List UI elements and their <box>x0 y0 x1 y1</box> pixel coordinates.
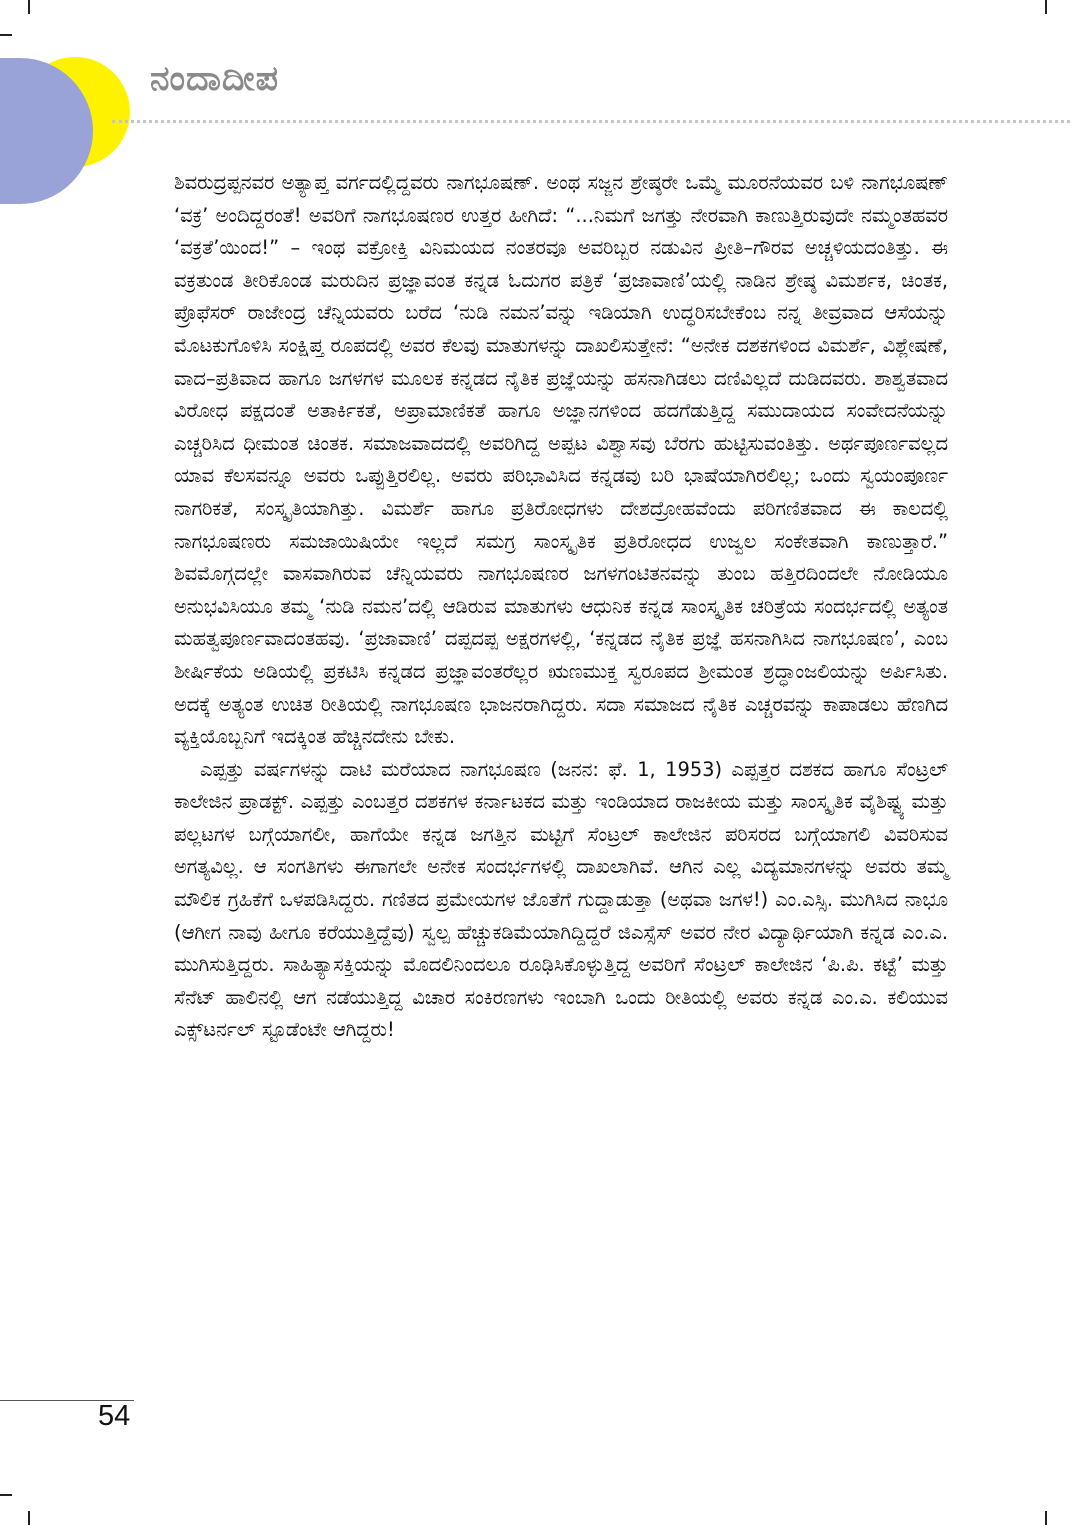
paragraph-1: ಶಿವರುದ್ರಪ್ಪನವರ ಅತ್ಯಾಪ್ತ ವರ್ಗದಲ್ಲಿದ್ದವರು ನಾಗಭೂಷಣ್. ಅಂಥ ಸಜ್ಜನ ಶ್ರೇಷ್ಠರೇ ಒಮ್ಮೆ ಮೂರನೆಯವರ ಬಳಿ ನಾಗಭೂಷಣ್ ‘ವಕ್ರ’ ಅಂದಿದ್ದರಂತೆ! ಅವರಿಗೆ ನಾಗಭೂಷಣರ ಉತ್ತರ ಹೀಗಿದೆ: “...ನಿಮಗೆ ಜಗತ್ತು ನೇರವಾಗಿ ಕಾಣುತ್ತಿರುವುದೇ ನಮ್ಮಂತಹವರ ‘ವಕ್ರತೆ’ಯಿಂದ!” – ಇಂಥ ವಕ್ರೋಕ್ತಿ ವಿನಿಮಯದ ನಂತರವೂ ಅವರಿಬ್ಬರ ನಡುವಿನ ಪ್ರೀತಿ–ಗೌರವ ಅಚ್ಚಳಿಯದಂತಿತ್ತು. ಈ ವಕ್ರತುಂಡ ತೀರಿಕೊಂಡ ಮರುದಿನ ಪ್ರಜ್ಞಾವಂತ ಕನ್ನಡ ಓದುಗರ ಪತ್ರಿಕೆ ‘ಪ್ರಜಾವಾಣಿ’ಯಲ್ಲಿ ನಾಡಿನ ಶ್ರೇಷ್ಠ ವಿಮರ್ಶಕ, ಚಿಂತಕ, ಪ್ರೊಫೆಸರ್ ರಾಜೇಂದ್ರ ಚೆನ್ನಿಯವರು ಬರೆದ ‘ನುಡಿ ನಮನ’ವನ್ನು ಇಡಿಯಾಗಿ ಉದ್ಧರಿಸಬೇಕೆಂಬ ನನ್ನ ತೀವ್ರವಾದ ಆಸೆಯನ್ನು ಮೊಟಕುಗೊಳಿಸಿ ಸಂಕ್ಷಿಪ್ತ ರೂಪದಲ್ಲಿ ಅವರ ಕೆಲವು ಮಾತುಗಳನ್ನು ದಾಖಲಿಸುತ್ತೇನೆ: “ಅನೇಕ ದಶಕಗಳಿಂದ ವಿಮರ್ಶೆ, ವಿಶ್ಲೇಷಣೆ, ವಾದ–ಪ್ರತಿವಾದ ಹಾಗೂ ಜಗಳಗಳ ಮೂಲಕ ಕನ್ನಡದ ನೈತಿಕ ಪ್ರಜ್ಞೆಯನ್ನು ಹಸನಾಗಿಡಲು ದಣಿವಿಲ್ಲದೆ ದುಡಿದವರು. ಶಾಶ್ವತವಾದ ವಿರೋಧ ಪಕ್ಷದಂತೆ ಅತಾರ್ಕಿಕತೆ, ಅಪ್ರಾಮಾಣಿಕತೆ ಹಾಗೂ ಅಜ್ಞಾನಗಳಿಂದ ಹದಗೆಡುತ್ತಿದ್ದ ಸಮುದಾಯದ ಸಂವೇದನೆಯನ್ನು ಎಚ್ಚರಿಸಿದ ಧೀಮಂತ ಚಿಂತಕ. ಸಮಾಜವಾದದಲ್ಲಿ ಅವರಿಗಿದ್ದ ಅಪ್ಪಟ ವಿಶ್ವಾಸವು ಬೆರಗು ಹುಟ್ಟಿಸುವಂತಿತ್ತು. ಅರ್ಥಪೂರ್ಣವಲ್ಲದ ಯಾವ ಕೆಲಸವನ್ನೂ ಅವರು ಒಪ್ಪುತ್ತಿರಲಿಲ್ಲ. ಅವರು ಪರಿಭಾವಿಸಿದ ಕನ್ನಡವು ಬರಿ ಭಾಷೆಯಾಗಿರಲಿಲ್ಲ; ಒಂದು ಸ್ವಯಂಪೂರ್ಣ ನಾಗರಿಕತೆ, ಸಂಸ್ಕೃತಿಯಾಗಿತ್ತು. ವಿಮರ್ಶೆ ಹಾಗೂ ಪ್ರತಿರೋಧಗಳು ದೇಶದ್ರೋಹವೆಂದು ಪರಿಗಣಿತವಾದ ಈ ಕಾಲದಲ್ಲಿ ನಾಗಭೂಷಣರು ಸಮಜಾಯಿಷಿಯೇ ಇಲ್ಲದೆ ಸಮಗ್ರ ಸಾಂಸ್ಕೃತಿಕ ಪ್ರತಿರೋಧದ ಉಜ್ವಲ ಸಂಕೇತವಾಗಿ ಕಾಣುತ್ತಾರೆ.” ಶಿವಮೊಗ್ಗದಲ್ಲೇ ವಾಸವಾಗಿರುವ ಚೆನ್ನಿಯವರು ನಾಗಭೂಷಣರ ಜಗಳಗಂಟಿತನವನ್ನು ತುಂಬ ಹತ್ತಿರದಿಂದಲೇ ನೋಡಿಯೂ ಅನುಭವಿಸಿಯೂ ತಮ್ಮ ‘ನುಡಿ ನಮನ’ದಲ್ಲಿ ಆಡಿರುವ ಮಾತುಗಳು ಆಧುನಿಕ ಕನ್ನಡ ಸಾಂಸ್ಕೃತಿಕ ಚರಿತ್ರೆಯ ಸಂದರ್ಭದಲ್ಲಿ ಅತ್ಯಂತ ಮಹತ್ವಪೂರ್ಣವಾದಂತಹವು. ‘ಪ್ರಜಾವಾಣಿ’ ದಪ್ಪದಪ್ಪ ಅಕ್ಷರಗಳಲ್ಲಿ, ‘ಕನ್ನಡದ ನೈತಿಕ ಪ್ರಜ್ಞೆ ಹಸನಾಗಿಸಿದ ನಾಗಭೂಷಣ’, ಎಂಬ ಶೀರ್ಷಿಕೆಯ ಅಡಿಯಲ್ಲಿ ಪ್ರಕಟಿಸಿ ಕನ್ನಡದ ಪ್ರಜ್ಞಾವಂತರೆಲ್ಲರ ಋಣಮುಕ್ತ ಸ್ವರೂಪದ ಶ್ರೀಮಂತ ಶ್ರದ್ಧಾಂಜಲಿಯನ್ನು ಅರ್ಪಿಸಿತು. ಅದಕ್ಕೆ ಅತ್ಯಂತ ಉಚಿತ ರೀತಿಯಲ್ಲಿ ನಾಗಭೂಷಣ ಭಾಜನರಾಗಿದ್ದರು. ಸದಾ ಸಮಾಜದ ನೈತಿಕ ಎಚ್ಚರವನ್ನು ಕಾಪಾಡಲು ಹೆಣಗಿದ ವ್ಯಕ್ತಿಯೊಬ್ಬನಿಗೆ ಇದಕ್ಕಿಂತ ಹೆಚ್ಚಿನದೇನು ಬೇಕು. <box>174 171 948 749</box>
crop-mark-bottom-left <box>28 1511 30 1525</box>
running-head: ನಂದಾದೀಪ <box>150 59 280 99</box>
crop-mark-top-right <box>1045 0 1047 14</box>
decorative-circles <box>0 0 140 220</box>
crop-mark-bottom-right <box>1045 1511 1047 1525</box>
page-number: 54 <box>98 1400 131 1432</box>
paragraph-2: ಎಪ್ಪತ್ತು ವರ್ಷಗಳನ್ನು ದಾಟಿ ಮರೆಯಾದ ನಾಗಭೂಷಣ (ಜನನ: ಫೆ. 1, 1953) ಎಪ್ಪತ್ತರ ದಶಕದ ಹಾಗೂ ಸೆಂಟ್ರಲ್ ಕಾಲೇಜಿನ ಪ್ರಾಡಕ್ಟ್. ಎಪ್ಪತ್ತು ಎಂಬತ್ತರ ದಶಕಗಳ ಕರ್ನಾಟಕದ ಮತ್ತು ಇಂಡಿಯಾದ ರಾಜಕೀಯ ಮತ್ತು ಸಾಂಸ್ಕೃತಿಕ ವೈಶಿಷ್ಟ್ಯ ಮತ್ತು ಪಲ್ಲಟಗಳ ಬಗ್ಗೆಯಾಗಲೀ, ಹಾಗೆಯೇ ಕನ್ನಡ ಜಗತ್ತಿನ ಮಟ್ಟಿಗೆ ಸೆಂಟ್ರಲ್ ಕಾಲೇಜಿನ ಪರಿಸರದ ಬಗ್ಗೆಯಾಗಲಿ ವಿವರಿಸುವ ಅಗತ್ಯವಿಲ್ಲ. ಆ ಸಂಗತಿಗಳು ಈಗಾಗಲೇ ಅನೇಕ ಸಂದರ್ಭಗಳಲ್ಲಿ ದಾಖಲಾಗಿವೆ. ಆಗಿನ ಎಲ್ಲ ವಿದ್ಯಮಾನಗಳನ್ನು ಅವರು ತಮ್ಮ ಮೌಲಿಕ ಗ್ರಹಿಕೆಗೆ ಒಳಪಡಿಸಿದ್ದರು. ಗಣಿತದ ಪ್ರಮೇಯಗಳ ಜೊತೆಗೆ ಗುದ್ದಾಡುತ್ತಾ (ಅಥವಾ ಜಗಳ!) ಎಂ.ಎಸ್ಸಿ. ಮುಗಿಸಿದ ನಾಭೂ (ಆಗೀಗ ನಾವು ಹೀಗೂ ಕರೆಯುತ್ತಿದ್ದೆವು) ಸ್ವಲ್ಪ ಹೆಚ್ಚುಕಡಿಮೆಯಾಗಿದ್ದಿದ್ದರೆ ಜಿಎಸ್ಸೆಸ್ ಅವರ ನೇರ ವಿದ್ಯಾರ್ಥಿಯಾಗಿ ಕನ್ನಡ ಎಂ.ಎ. ಮುಗಿಸುತ್ತಿದ್ದರು. ಸಾಹಿತ್ಯಾಸಕ್ತಿಯನ್ನು ಮೊದಲಿನಿಂದಲೂ ರೂಢಿಸಿಕೊಳ್ಳುತ್ತಿದ್ದ ಅವರಿಗೆ ಸೆಂಟ್ರಲ್ ಕಾಲೇಜಿನ ‘ಪಿ.ಪಿ. ಕಟ್ಟೆ’ ಮತ್ತು ಸೆನೆಟ್ ಹಾಲಿನಲ್ಲಿ ಆಗ ನಡೆಯುತ್ತಿದ್ದ ವಿಚಾರ ಸಂಕಿರಣಗಳು ಇಂಬಾಗಿ ಒಂದು ರೀತಿಯಲ್ಲಿ ಅವರು ಕನ್ನಡ ಎಂ.ಎ. ಕಲಿಯುವ ಎಕ್ಸ್‌ಟರ್ನಲ್ ಸ್ಟೂಡೆಂಟೇ ಆಗಿದ್ದರು! <box>174 757 948 1042</box>
article-body <box>174 167 948 1047</box>
crop-mark-left-lower <box>0 1494 12 1496</box>
header-dotted-rule <box>112 120 1070 123</box>
